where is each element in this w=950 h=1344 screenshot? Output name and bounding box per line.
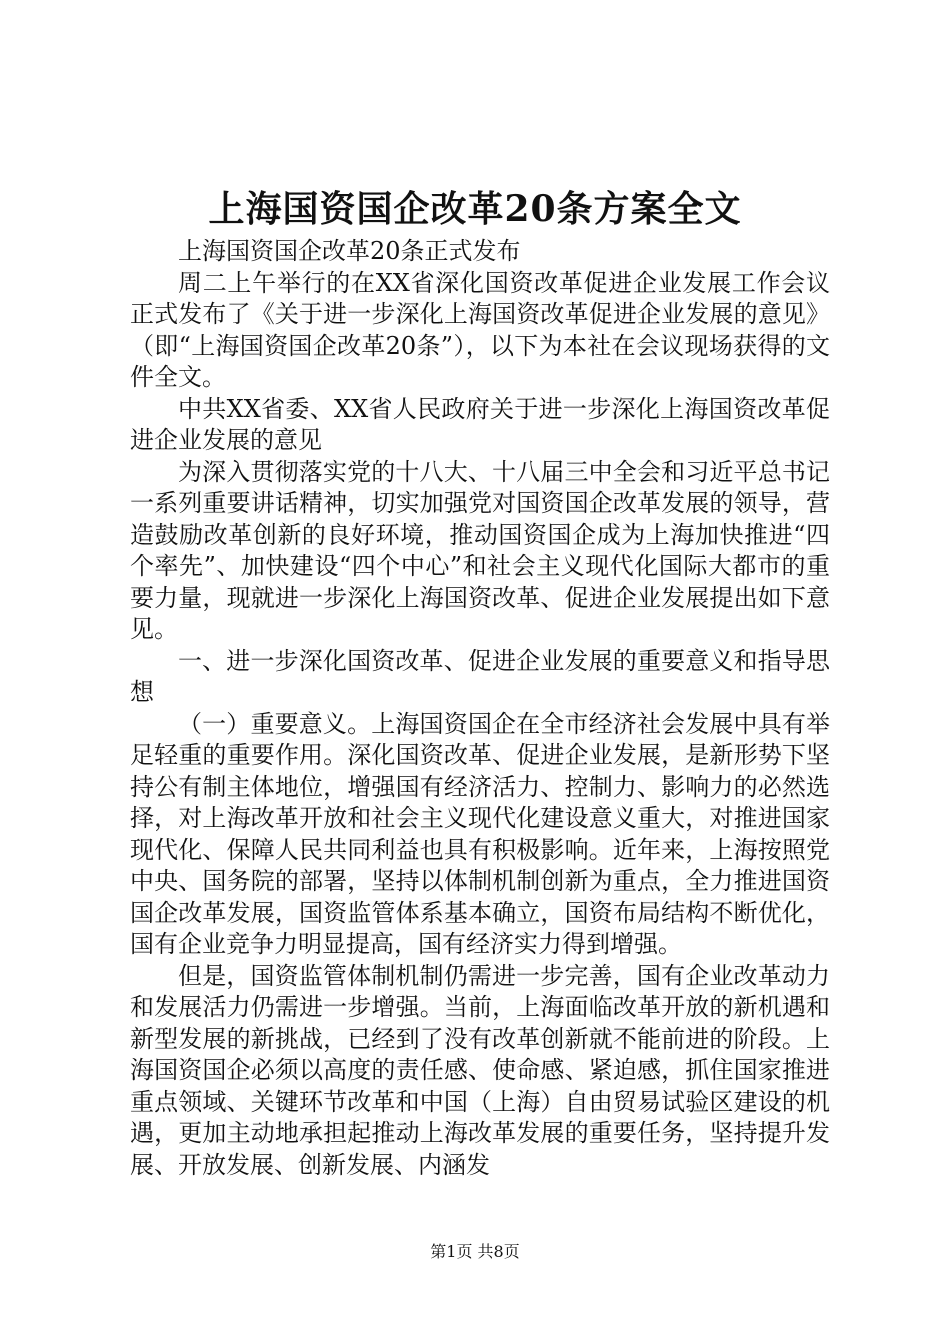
paragraph: （一）重要意义。上海国资国企在全市经济社会发展中具有举足轻重的重要作用。深化国资改革、促进企业发展，是新形势下坚持公有制主体地位，增强国有经济活力、控制力、影响力的必然选择，对上海改革开放和社会主义现代化建设意义重大，对推进国家现代化、保障人民共同利益也具有积极影响。近年来，上海按照党中央、国务院的部署，坚持以体制机制创新为重点，全力推进国资国企改革发展，国资监管体系基本确立，国资布局结构不断优化，国有企业竞争力明显提高，国有经济实力得到增强。 <box>130 709 830 958</box>
paragraph: 为深入贯彻落实党的十八大、十八届三中全会和习近平总书记一系列重要讲话精神，切实加强党对国资国企改革发展的领导，营造鼓励改革创新的良好环境，推动国资国企成为上海加快推进“四个率先”、加快建设“四个中心”和社会主义现代化国际大都市的重要力量，现就进一步深化上海国资改革、促进企业发展提出如下意见。 <box>130 457 830 643</box>
paragraph: 但是，国资监管体制机制仍需进一步完善，国有企业改革动力和发展活力仍需进一步增强。当前，上海面临改革开放的新机遇和新型发展的新挑战，已经到了没有改革创新就不能前进的阶段。上海国资国企必须以高度的责任感、使命感、紧迫感，抓住国家推进重点领域、关键环节改革和中国（上海）自由贸易试验区建设的机遇，更加主动地承担起推动上海改革发展的重要任务，坚持提升发展、开放发展、创新发展、内涵发 <box>130 961 830 1179</box>
paragraph: 中共XX省委、XX省人民政府关于进一步深化上海国资改革促进企业发展的意见 <box>130 394 830 454</box>
paragraph: 周二上午举行的在XX省深化国资改革促进企业发展工作会议正式发布了《关于进一步深化上海国资改革促进企业发展的意见》（即“上海国资国企改革20条”），以下为本社在会议现场获得的文件全文。 <box>130 268 830 391</box>
paragraph: 上海国资国企改革20条正式发布 <box>178 237 521 265</box>
paragraph: 一、进一步深化国资改革、促进企业发展的重要意义和指导思想 <box>130 646 830 706</box>
document-title: 上海国资国企改革20条方案全文 <box>208 188 742 230</box>
document-body <box>130 236 830 1181</box>
page-number-footer: 第1页 共8页 <box>430 1242 520 1261</box>
